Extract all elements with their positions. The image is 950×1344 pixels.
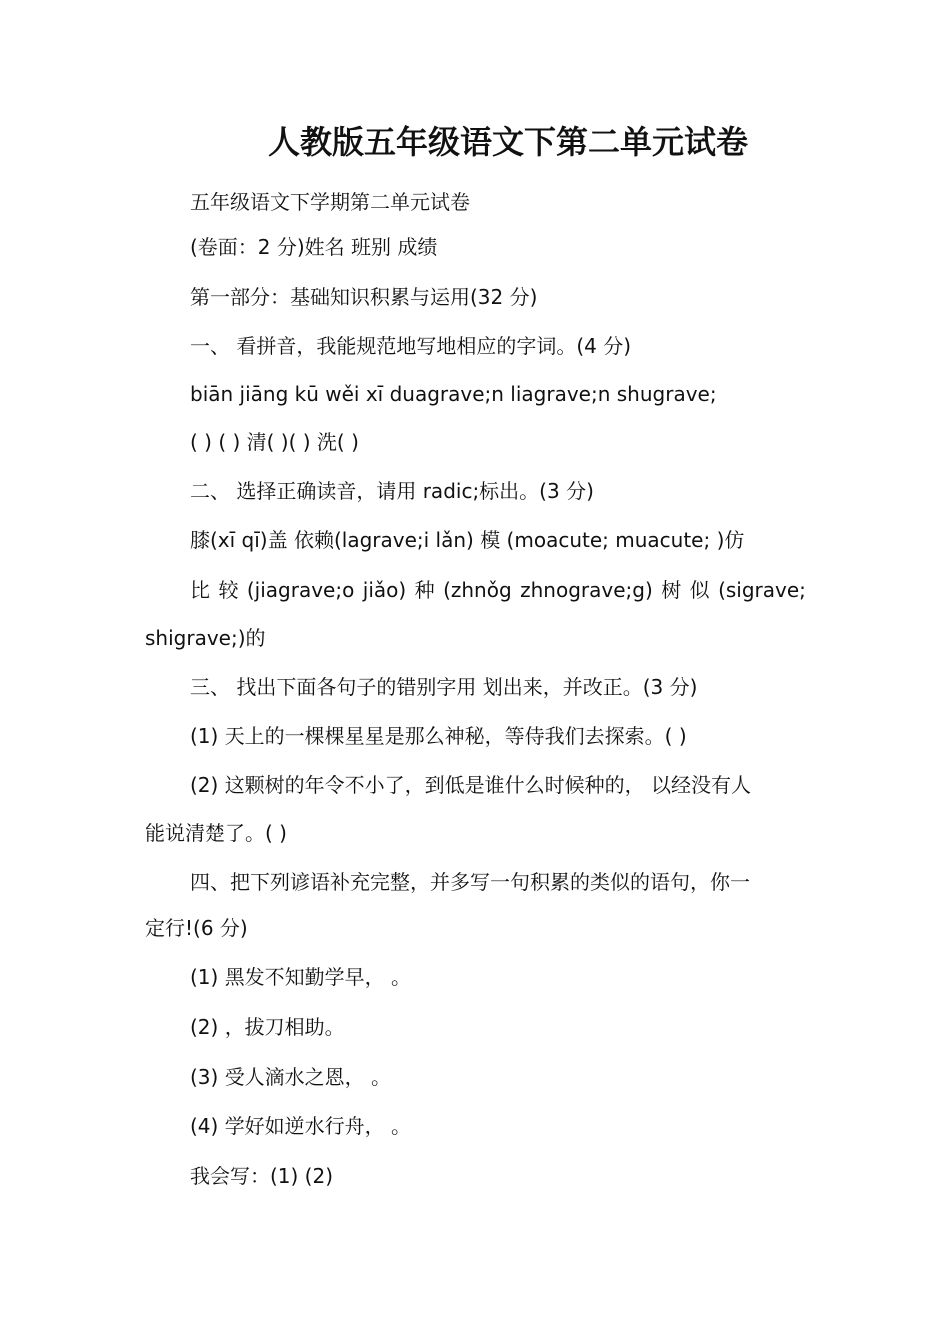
q2-line2-word: (jiagrave;o xyxy=(246,578,355,602)
q2-line2-word: 较 xyxy=(218,578,239,602)
q2-line2-word: 种 xyxy=(414,578,435,602)
q2-heading: 二、 选择正确读音，请用 radic;标出。(3 分) xyxy=(190,479,594,503)
q1-pinyin: biān jiāng kū wěi xī duagrave;n liagrave;n shugrave; xyxy=(190,382,717,406)
q4-write: 我会写：(1) (2) xyxy=(190,1164,334,1188)
q3-item1: (1) 天上的一棵棵星星是那么神秘，等侍我们去探索。( ) xyxy=(190,724,687,748)
q2-line2-word: jiǎo) xyxy=(362,578,407,602)
q3-heading: 三、 找出下面各句子的错别字用 划出来，并改正。(3 分) xyxy=(190,675,698,699)
q2-line2-word: (sigrave; xyxy=(718,578,806,602)
header-info: (卷面：2 分)姓名 班别 成绩 xyxy=(190,235,438,259)
q3-item2-line2: 能说清楚了。( ) xyxy=(145,821,287,845)
document-title: 人教版五年级语文下第二单元试卷 xyxy=(267,123,748,161)
q4-item1: (1) 黑发不知勤学早， 。 xyxy=(190,965,412,989)
q2-line2-word: (zhnǒg xyxy=(443,578,512,602)
q4-item4: (4) 学好如逆水行舟， 。 xyxy=(190,1114,412,1138)
part1-heading: 第一部分：基础知识积累与运用(32 分) xyxy=(190,285,538,309)
q2-line2-word: 树 xyxy=(661,578,682,602)
q1-blanks: ( ) ( ) 清( )( ) 洗( ) xyxy=(190,430,359,454)
q2-line2-word: 比 xyxy=(190,578,210,602)
q4-heading-line2: 定行!(6 分) xyxy=(145,916,248,940)
q2-line1: 膝(xī qī)盖 依赖(lagrave;i lǎn) 模 (moacute; muacute; )仿 xyxy=(190,528,745,552)
q4-heading-line1: 四、把下列谚语补充完整，并多写一句积累的类似的语句，你一 xyxy=(190,870,750,894)
q4-item3: (3) 受人滴水之恩， 。 xyxy=(190,1065,392,1089)
q2-line2-word: zhnograve;g) xyxy=(520,578,653,602)
q2-line2-word: 似 xyxy=(689,578,710,602)
q1-heading: 一、 看拼音，我能规范地写地相应的字词。(4 分) xyxy=(190,334,632,358)
q4-item2: (2) ，拔刀相助。 xyxy=(190,1015,345,1039)
document-subtitle: 五年级语文下学期第二单元试卷 xyxy=(190,190,470,214)
q2-line2 xyxy=(190,576,806,604)
q3-item2-line1: (2) 这颗树的年令不小了，到低是谁什么时候种的， 以经没有人 xyxy=(190,773,752,797)
q2-line3: shigrave;)的 xyxy=(145,626,266,650)
